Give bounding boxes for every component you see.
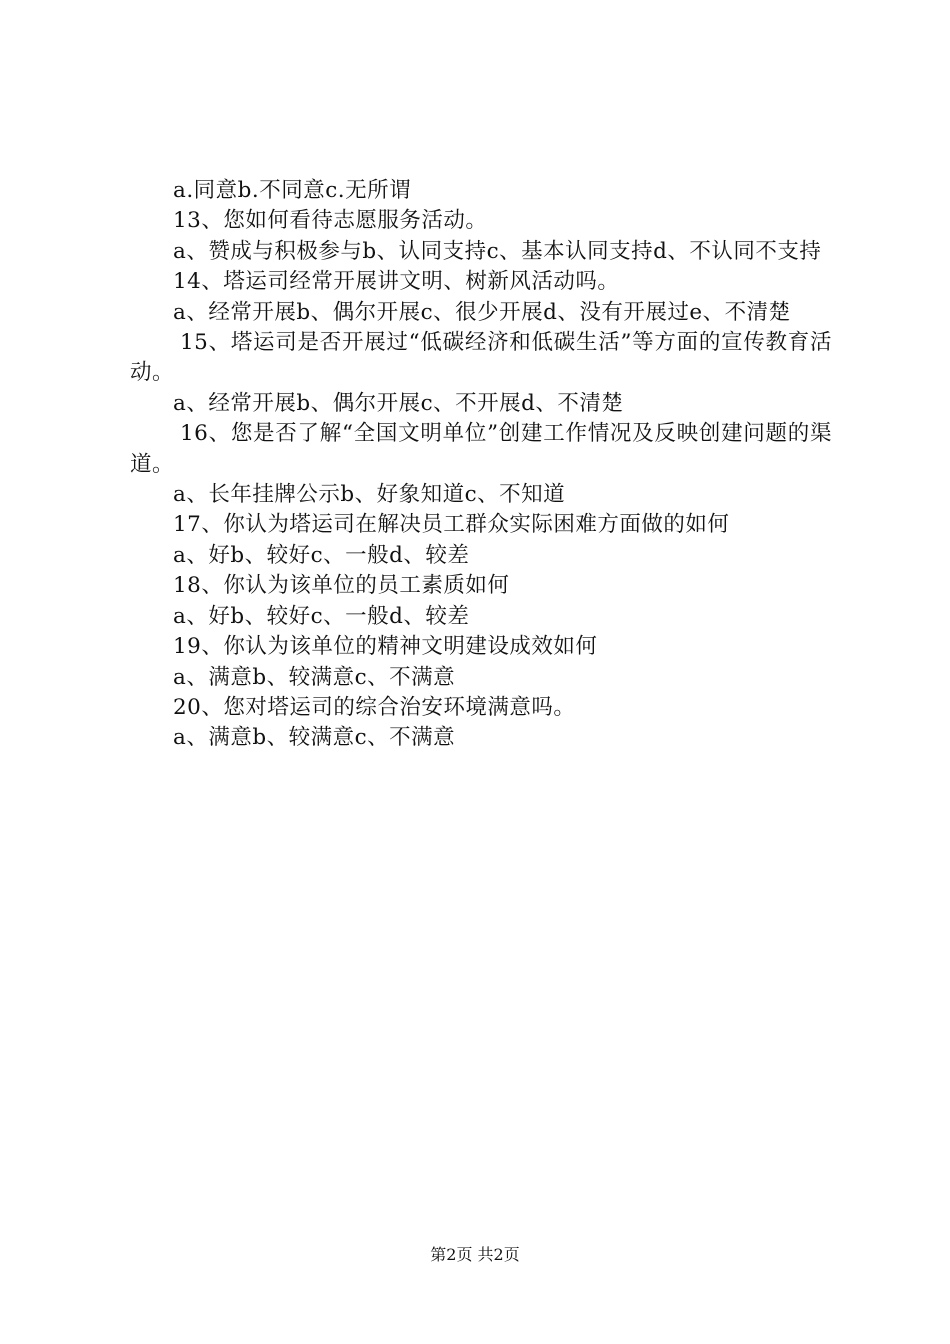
question-18: 18、你认为该单位的员工素质如何 [173, 573, 510, 599]
question-14: 14、塔运司经常开展讲文明、树新风活动吗。 [173, 269, 620, 295]
question-17: 17、你认为塔运司在解决员工群众实际困难方面做的如何 [173, 512, 730, 538]
page-footer: 第2页 共2页 [430, 1245, 520, 1264]
answer-options-15: a、经常开展b、偶尔开展c、不开展d、不清楚 [173, 390, 624, 416]
question-20: 20、您对塔运司的综合治安环境满意吗。 [173, 694, 576, 720]
answer-options-18: a、好b、较好c、一般d、较差 [173, 603, 470, 629]
answer-options-19: a、满意b、较满意c、不满意 [173, 664, 456, 690]
document-body [130, 176, 832, 754]
answer-options-16: a、长年挂牌公示b、好象知道c、不知道 [173, 482, 566, 508]
answer-options-17: a、好b、较好c、一般d、较差 [173, 542, 470, 568]
question-13: 13、您如何看待志愿服务活动。 [173, 208, 488, 234]
question-15: 15、塔运司是否开展过“低碳经济和低碳生活”等方面的宣传教育活动。 [130, 330, 832, 386]
answer-options-13: a、赞成与积极参与b、认同支持c、基本认同支持d、不认同不支持 [173, 238, 822, 264]
answer-options-14: a、经常开展b、偶尔开展c、很少开展d、没有开展过e、不清楚 [173, 299, 791, 325]
answer-options-12: a.同意b.不同意c.无所谓 [173, 178, 412, 203]
question-16: 16、您是否了解“全国文明单位”创建工作情况及反映创建问题的渠道。 [130, 421, 832, 477]
question-19: 19、你认为该单位的精神文明建设成效如何 [173, 634, 598, 660]
answer-options-20: a、满意b、较满意c、不满意 [173, 725, 456, 751]
